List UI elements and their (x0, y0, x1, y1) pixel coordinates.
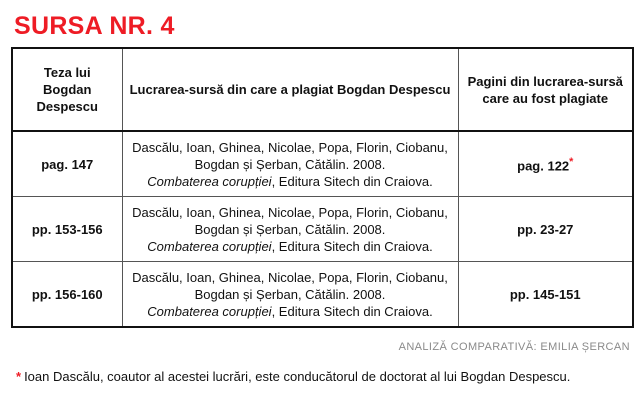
source-work-cell (122, 131, 458, 197)
header-source-work: Lucrarea-sursă din care a plagiat Bogdan Despescu (122, 48, 458, 131)
table-row (12, 131, 633, 197)
source-work-cell (122, 197, 458, 262)
footnote-marker: * (569, 155, 574, 168)
source-title: Combaterea corupției (147, 173, 272, 189)
plagiarism-source-table (11, 47, 634, 328)
source-pages-cell (458, 131, 633, 197)
source-pages-value: pp. 145-151 (509, 286, 581, 302)
source-pages-cell (458, 262, 633, 328)
source-publisher: , Editura Sitech din Craiova. (271, 173, 433, 189)
source-authors: Dascălu, Ioan, Ghinea, Nicolae, Popa, Florin, Ciobanu, Bogdan și Șerban, Cătălin. 2008. (132, 139, 448, 172)
footnote (16, 368, 616, 385)
footnote-asterisk: * (16, 369, 22, 384)
source-authors: Dascălu, Ioan, Ghinea, Nicolae, Popa, Florin, Ciobanu, Bogdan și Șerban, Cătălin. 2008. (132, 269, 448, 302)
source-title: Combaterea corupției (147, 238, 272, 254)
header-thesis: Teza lui Bogdan Despescu (12, 48, 122, 131)
source-publisher: , Editura Sitech din Craiova. (271, 238, 433, 254)
table-header (12, 48, 633, 131)
source-authors: Dascălu, Ioan, Ghinea, Nicolae, Popa, Florin, Ciobanu, Bogdan și Șerban, Cătălin. 2008. (132, 204, 448, 237)
page-title: SURSA NR. 4 (14, 12, 175, 40)
thesis-pages-cell: pp. 156-160 (12, 262, 122, 328)
source-publisher: , Editura Sitech din Craiova. (271, 303, 433, 319)
table-row (12, 197, 633, 262)
footnote-text: Ioan Dascălu, coautor al acestei lucrări, este conducătorul de doctorat al lui Bogdan Despescu. (24, 369, 571, 384)
table-row (12, 262, 633, 328)
source-pages-cell (458, 197, 633, 262)
analysis-credit: ANALIZĂ COMPARATIVĂ: EMILIA ȘERCAN (398, 341, 630, 353)
thesis-pages-cell: pp. 153-156 (12, 197, 122, 262)
thesis-pages-cell: pag. 147 (12, 131, 122, 197)
source-pages-value: pag. 122 (517, 158, 570, 174)
source-pages-value: pp. 23-27 (517, 221, 574, 237)
header-source-pages: Pagini din lucrarea-sursă care au fost plagiate (458, 48, 633, 131)
source-title: Combaterea corupției (147, 303, 272, 319)
source-work-cell (122, 262, 458, 328)
